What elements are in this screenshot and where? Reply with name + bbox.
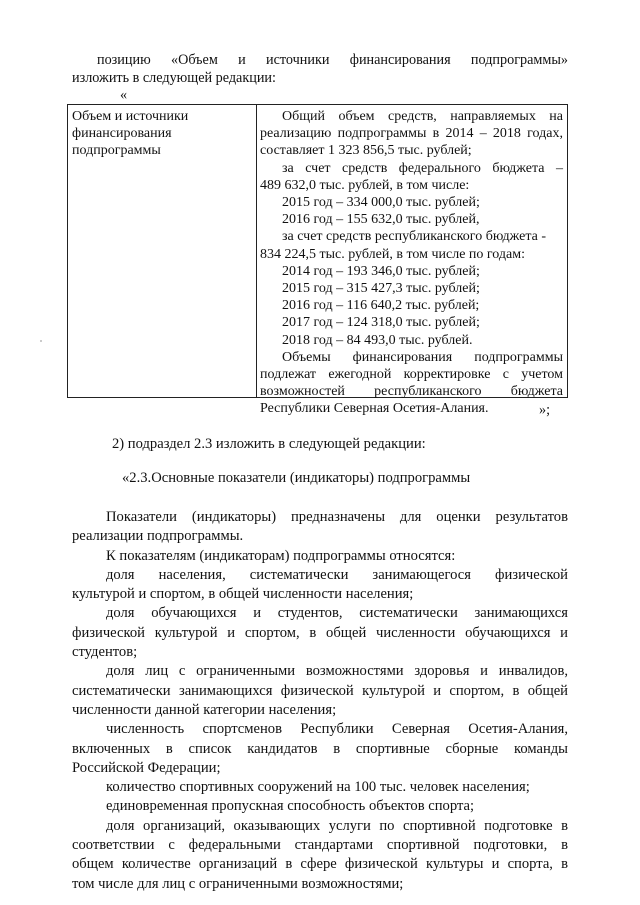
item-2-heading: 2) подраздел 2.3 изложить в следующей редакции: — [112, 436, 426, 452]
table-right-line: Объемы финансирования подпрограммы — [282, 349, 563, 365]
table-right-line: 834 224,5 тыс. рублей, в том числе по годам: — [260, 246, 525, 262]
body-text — [72, 508, 568, 894]
body-line: К показателям (индикаторам) подпрограммы относятся: — [106, 547, 456, 564]
body-line: единовременная пропускная способность объектов спорта; — [106, 798, 475, 815]
table-right-line: Республики Северная Осетия-Алания. — [260, 401, 489, 417]
body-line: включенных в список кандидатов в спортивные сборные команды — [72, 740, 568, 757]
body-line: численности данной категории населения; — [72, 701, 337, 718]
table-right-line: составляет 1 323 856,5 тыс. рублей; — [260, 143, 472, 159]
intro-line-2: изложить в следующей редакции: — [72, 70, 276, 86]
table-right-line: 2015 год – 334 000,0 тыс. рублей; — [282, 195, 480, 211]
table-right-line: за счет средств республиканского бюджета - — [282, 229, 547, 245]
table-left-cell — [72, 108, 254, 160]
table-right-line: 2016 год – 155 632,0 тыс. рублей, — [282, 212, 480, 228]
table-right-line: реализацию подпрограммы в 2014 – 2018 годах, — [260, 126, 563, 142]
intro-line-1: позицию «Объем и источники финансирования подпрограммы» — [97, 52, 568, 68]
table-column-divider — [256, 105, 257, 397]
body-line: культурой и спортом, в общей численности населения; — [72, 586, 414, 603]
table-right-line: 2014 год – 193 346,0 тыс. рублей; — [282, 263, 480, 279]
section-title: «2.3.Основные показатели (индикаторы) подпрограммы — [122, 470, 471, 486]
table-right-line: 2016 год – 116 640,2 тыс. рублей; — [282, 298, 480, 314]
open-quote: « — [120, 87, 128, 103]
body-line: студентов; — [72, 644, 138, 661]
table-right-line: 2017 год – 124 318,0 тыс. рублей; — [282, 315, 480, 331]
financing-table — [67, 104, 568, 417]
body-line: доля обучающихся и студентов, систематически занимающихся — [106, 605, 568, 622]
body-line: общем количестве организаций в сфере физической культуры и спорта, в — [72, 856, 568, 873]
body-line: количество спортивных сооружений на 100 тыс. человек населения; — [106, 779, 530, 796]
table-left-line: подпрограммы — [72, 143, 161, 159]
table-right-line: 2015 год – 315 427,3 тыс. рублей; — [282, 281, 480, 297]
table-left-line: финансирования — [72, 126, 172, 142]
table-right-cell — [260, 108, 563, 418]
table-right-line: за счет средств федерального бюджета – — [282, 160, 563, 176]
body-line: доля лиц с ограниченными возможностями здоровья и инвалидов, — [106, 663, 568, 680]
body-line: систематически занимающихся физической культурой и спортом, в общей — [72, 682, 568, 699]
body-line: физической культурой и спортом, в общей численности обучающихся и — [72, 624, 568, 641]
close-quote: »; — [539, 402, 551, 418]
scan-speck — [40, 340, 42, 342]
body-line: численность спортсменов Республики Северная Осетия-Алания, — [106, 721, 568, 738]
table-right-line: 489 632,0 тыс. рублей, в том числе: — [260, 177, 470, 193]
body-line: том числе для лиц с ограниченными возможностями; — [72, 875, 404, 892]
body-line: реализации подпрограммы. — [72, 528, 244, 545]
table-right-line: подлежат ежегодной корректировке с учетом — [260, 367, 563, 383]
table-right-line: возможностей республиканского бюджета — [260, 384, 563, 400]
body-line: доля организаций, оказывающих услуги по спортивной подготовке в — [106, 817, 568, 834]
body-line: доля населения, систематически занимающегося физической — [106, 566, 568, 583]
table-left-line: Объем и источники — [72, 109, 189, 124]
body-line: Российской Федерации; — [72, 759, 221, 776]
table-right-line: 2018 год – 84 493,0 тыс. рублей. — [282, 332, 473, 348]
body-line: Показатели (индикаторы) предназначены для оценки результатов — [106, 509, 568, 525]
body-line: соответствии с федеральными стандартами спортивной подготовки, в — [72, 837, 568, 854]
table-right-line: Общий объем средств, направляемых на — [282, 109, 563, 124]
